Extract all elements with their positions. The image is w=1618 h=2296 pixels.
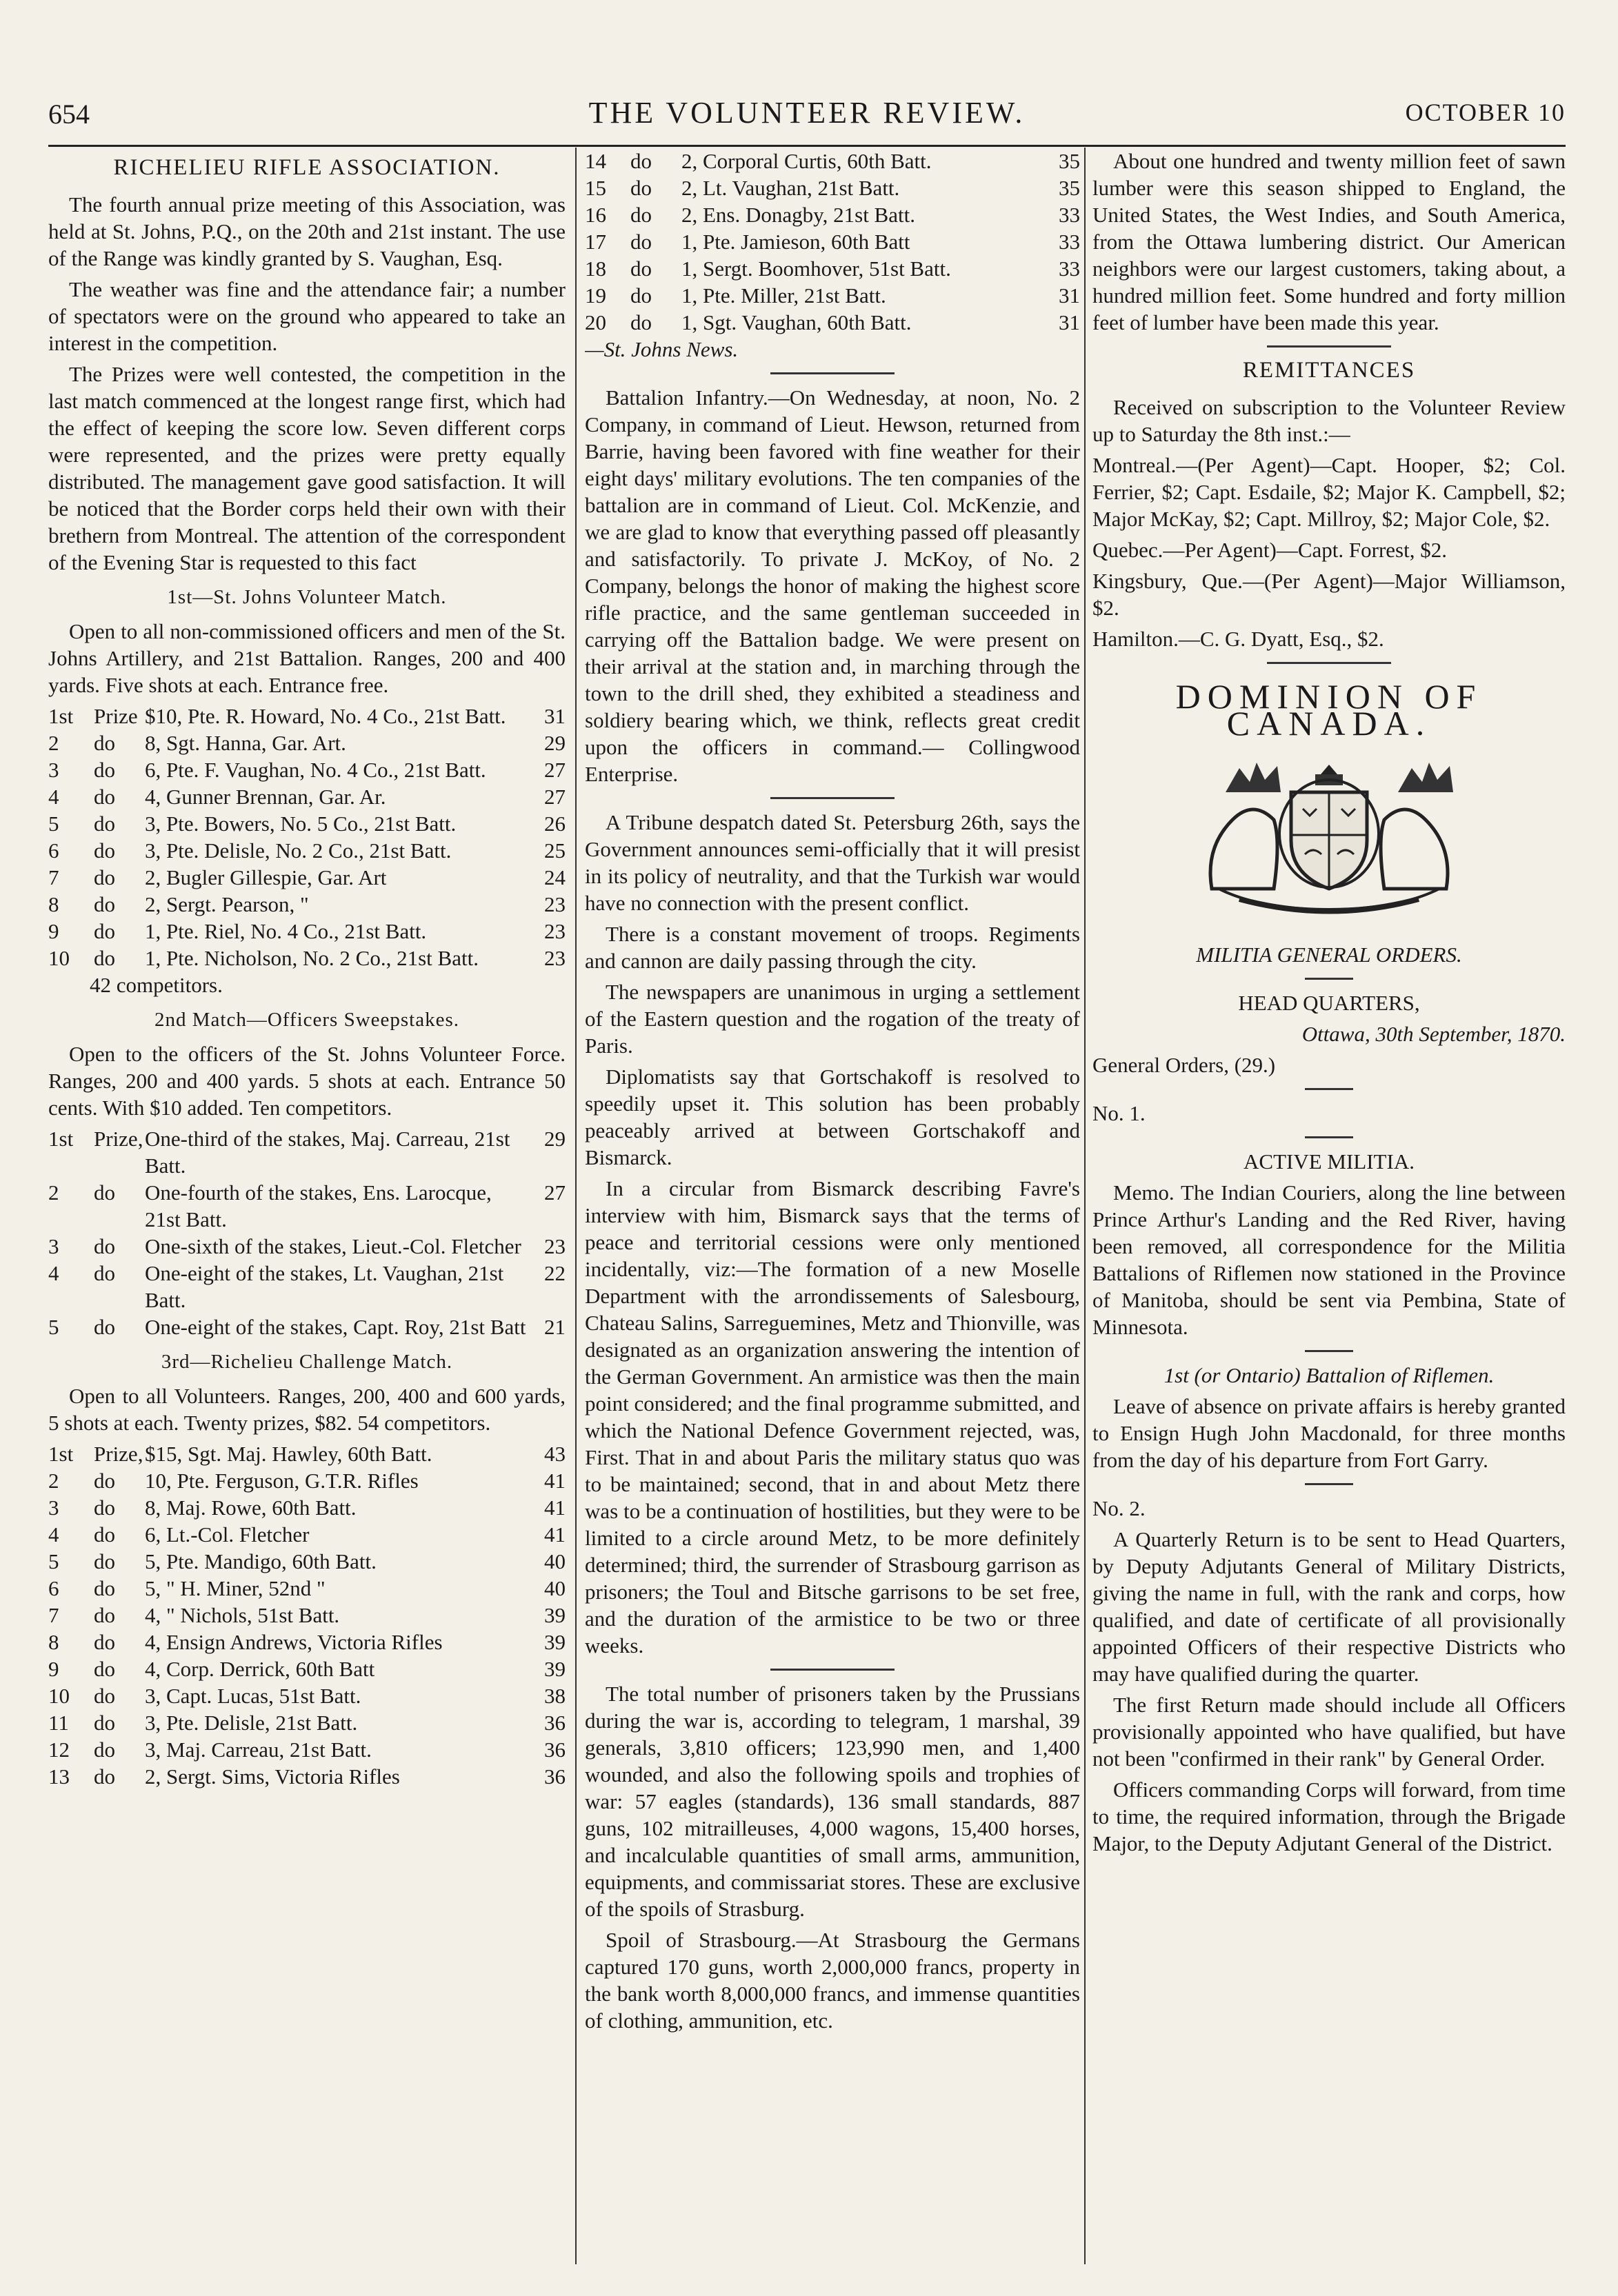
- prize-row: [585, 148, 1080, 174]
- prize-winner: 1, Sgt. Vaughan, 60th Batt.: [681, 310, 912, 334]
- prize-label: do: [630, 283, 652, 308]
- prize-row: [48, 756, 566, 783]
- battalion-heading: 1st (or Ontario) Battalion of Riflemen.: [1163, 1363, 1495, 1387]
- prize-score: 38: [544, 1684, 566, 1708]
- prize-winner: 4, Ensign Andrews, Victoria Rifles: [145, 1630, 443, 1654]
- prize-winner: 1, Pte. Miller, 21st Batt.: [681, 283, 886, 308]
- prize-score: 31: [1059, 310, 1080, 334]
- prize-rank: 4: [48, 1261, 59, 1285]
- paragraph: Received on subscription to the Volunteer Review up to Saturday the 8th inst.:—: [1092, 395, 1566, 446]
- prize-row: [48, 1709, 566, 1736]
- prize-label: do: [94, 892, 115, 916]
- order-number: No. 2.: [1092, 1496, 1146, 1520]
- prize-score: 29: [544, 731, 566, 755]
- prize-score: 27: [544, 758, 566, 782]
- prize-row: [48, 1629, 566, 1655]
- prize-label: do: [94, 1496, 115, 1520]
- prize-row: [48, 1548, 566, 1575]
- prize-label: do: [630, 256, 652, 281]
- prize-label: do: [94, 919, 115, 943]
- prize-row: [48, 1763, 566, 1790]
- prize-rank: 11: [48, 1711, 69, 1735]
- prize-rank: 12: [48, 1738, 70, 1762]
- prize-rank: 7: [48, 1603, 59, 1627]
- prize-label: do: [94, 1764, 115, 1789]
- prize-winner: One-eight of the stakes, Lt. Vaughan, 21st Batt.: [145, 1261, 504, 1312]
- prize-score: 23: [544, 892, 566, 916]
- prize-score: 23: [544, 919, 566, 943]
- prize-winner: $10, Pte. R. Howard, No. 4 Co., 21st Batt.: [145, 704, 506, 728]
- prize-winner: 2, Corporal Curtis, 60th Batt.: [681, 149, 932, 173]
- prize-winner: 4, Corp. Derrick, 60th Batt: [145, 1657, 375, 1681]
- paragraph: A Tribune despatch dated St. Petersburg 26th, says the Government announces semi-officially that it will presist in its policy of neutrality, and that the Turkish war would have no connection with the present conflict.: [585, 810, 1080, 915]
- prize-winner: $15, Sgt. Maj. Hawley, 60th Batt.: [145, 1442, 432, 1466]
- prize-label: do: [630, 149, 652, 173]
- prize-score: 40: [544, 1576, 566, 1600]
- prize-score: 41: [544, 1469, 566, 1493]
- prize-label: do: [94, 812, 115, 836]
- prize-label: do: [94, 1234, 115, 1258]
- prize-row: [48, 1602, 566, 1629]
- prize-label: do: [94, 1469, 115, 1493]
- prize-rank: 18: [585, 256, 606, 281]
- paragraph: The first Return made should include all Officers provisionally appointed who have qualified, but have not been "confirmed in their rank" by General Order.: [1092, 1693, 1566, 1771]
- prize-row: [48, 703, 566, 729]
- paragraph: The weather was fine and the attendance fair; a number of spectators were on the ground who appeared to take an interest in the competition.: [48, 277, 566, 355]
- prize-row: [48, 1179, 566, 1233]
- prize-label: Prize,: [94, 1127, 143, 1151]
- prize-rank: 4: [48, 785, 59, 809]
- paragraph: About one hundred and twenty million feet of sawn lumber were this season shipped to England, the United States, the West Indies, and South America, from the Ottawa lumbering district. Our American neighbors were our largest customers, taking about, a hundred million feet. Some hundred and forty million feet of lumber have been made this year.: [1092, 149, 1566, 334]
- issue-date: OCTOBER 10: [1405, 99, 1566, 126]
- prize-label: do: [630, 310, 652, 334]
- prize-score: 41: [544, 1496, 566, 1520]
- prize-rank: 6: [48, 838, 59, 863]
- prize-score: 22: [544, 1261, 566, 1285]
- prize-score: 27: [544, 785, 566, 809]
- prize-rank: 3: [48, 758, 59, 782]
- divider: [1305, 1088, 1353, 1090]
- headquarters: HEAD QUARTERS,: [1238, 991, 1420, 1015]
- divider: [1267, 345, 1391, 348]
- prize-score: 39: [544, 1630, 566, 1654]
- match-description: Open to all Volunteers. Ranges, 200, 400 and 600 yards, 5 shots at each. Twenty prizes, $82. 54 competitors.: [48, 1384, 566, 1435]
- prize-row: [585, 201, 1080, 228]
- divider: [770, 797, 895, 799]
- prize-label: do: [630, 230, 652, 254]
- prize-rank: 10: [48, 1684, 70, 1708]
- prize-winner: 3, Pte. Delisle, No. 2 Co., 21st Batt.: [145, 838, 452, 863]
- match-description: Open to the officers of the St. Johns Volunteer Force. Ranges, 200 and 400 yards. 5 shots at each. Entrance 50 cents. With $10 added. Ten competitors.: [48, 1042, 566, 1120]
- dominion-heading: DOMINION OF CANADA.: [1175, 677, 1483, 743]
- prize-rank: 5: [48, 812, 59, 836]
- divider: [1267, 662, 1391, 664]
- prize-list: [48, 1125, 566, 1340]
- prize-label: do: [94, 1711, 115, 1735]
- column-1: [48, 148, 566, 2264]
- prize-score: 23: [544, 946, 566, 970]
- prize-label: do: [94, 1261, 115, 1285]
- column-2: [585, 148, 1080, 2264]
- prize-winner: 6, Lt.-Col. Fletcher: [145, 1522, 310, 1547]
- prize-rank: 4: [48, 1522, 59, 1547]
- prize-row: [585, 282, 1080, 309]
- prize-rank: 13: [48, 1764, 70, 1789]
- prize-rank: 2: [48, 731, 59, 755]
- prize-score: 36: [544, 1738, 566, 1762]
- prize-label: do: [94, 1315, 115, 1339]
- prize-row: [48, 1440, 566, 1467]
- prize-row: [48, 1494, 566, 1521]
- prize-label: do: [630, 176, 652, 200]
- order-number: No. 1.: [1092, 1101, 1146, 1125]
- divider: [1305, 1136, 1353, 1138]
- prize-winner: 1, Pte. Nicholson, No. 2 Co., 21st Batt.: [145, 946, 479, 970]
- competitor-count: 42 competitors.: [90, 973, 223, 997]
- prize-winner: One-sixth of the stakes, Lieut.-Col. Fletcher: [145, 1234, 521, 1258]
- prize-label: Prize,: [94, 1442, 143, 1466]
- prize-row: [48, 891, 566, 918]
- prize-winner: 6, Pte. F. Vaughan, No. 4 Co., 21st Batt.: [145, 758, 486, 782]
- prize-label: do: [94, 1684, 115, 1708]
- prize-score: 33: [1059, 230, 1080, 254]
- paragraph: Spoil of Strasbourg.—At Strasbourg the Germans captured 170 guns, worth 2,000,000 francs, property in the bank worth 8,000,000 francs, and immense quantities of clothing, ammunition, etc.: [585, 1928, 1080, 2033]
- column-rule: [575, 148, 577, 2264]
- prize-rank: 17: [585, 230, 606, 254]
- prize-label: do: [630, 203, 652, 227]
- prize-label: do: [94, 1549, 115, 1573]
- paragraph: Battalion Infantry.—On Wednesday, at noon, No. 2 Company, in command of Lieut. Hewson, returned from Barrie, having been favored with fine weather for their eight days' military evolutions. The ten companies of the battalion are in command of Lieut. Col. McKenzie, and we are glad to know that everything passed off pleasantly and satisfactorily. To private J. McKoy, of No. 2 Company, belongs the honor of making the highest score rifle practice, and the same gentleman succeeded in carrying off the Battalion badge. We were present on their arrival at the station and, in marching through the town to the drill shed, they exhibited a steadiness and soldiery bearing which, we think, reflects great credit upon the officers in command.— Collingwood Enterprise.: [585, 385, 1080, 786]
- prize-winner: 1, Pte. Riel, No. 4 Co., 21st Batt.: [145, 919, 427, 943]
- general-orders-number: General Orders, (29.): [1092, 1053, 1276, 1077]
- prize-winner: 3, Capt. Lucas, 51st Batt.: [145, 1684, 361, 1708]
- prize-row: [48, 945, 566, 971]
- prize-score: 35: [1059, 176, 1080, 200]
- remittance-entry: Hamilton.—C. G. Dyatt, Esq., $2.: [1092, 627, 1384, 651]
- match-heading: 1st—St. Johns Volunteer Match.: [167, 586, 447, 608]
- prize-list: [48, 1440, 566, 1790]
- prize-winner: 8, Maj. Rowe, 60th Batt.: [145, 1496, 357, 1520]
- divider: [1305, 978, 1353, 980]
- divider: [770, 372, 895, 374]
- prize-rank: 5: [48, 1315, 59, 1339]
- prize-score: 25: [544, 838, 566, 863]
- prize-winner: 5, " H. Miner, 52nd ": [145, 1576, 326, 1600]
- prize-label: do: [94, 946, 115, 970]
- prize-rank: 3: [48, 1234, 59, 1258]
- remittance-entry: Montreal.—(Per Agent)—Capt. Hooper, $2; Col. Ferrier, $2; Capt. Esdaile, $2; Major K. Campbell, $2; Major McKay, $2; Capt. Millroy, $2; Major Cole, $2.: [1092, 453, 1566, 531]
- prize-row: [48, 1125, 566, 1179]
- article-title: RICHELIEU RIFLE ASSOCIATION.: [113, 155, 501, 180]
- prize-winner: 2, Ens. Donagby, 21st Batt.: [681, 203, 915, 227]
- prize-row: [48, 783, 566, 810]
- prize-label: do: [94, 838, 115, 863]
- prize-winner: One-third of the stakes, Maj. Carreau, 21st Batt.: [145, 1127, 510, 1178]
- prize-winner: 2, Bugler Gillespie, Gar. Art: [145, 865, 387, 889]
- prize-label: do: [94, 785, 115, 809]
- prize-rank: 2: [48, 1469, 59, 1493]
- column-rule: [1084, 148, 1086, 2264]
- prize-winner: 2, Lt. Vaughan, 21st Batt.: [681, 176, 900, 200]
- prize-rank: 3: [48, 1496, 59, 1520]
- prize-score: 39: [544, 1603, 566, 1627]
- prize-score: 35: [1059, 149, 1080, 173]
- prize-score: 31: [1059, 283, 1080, 308]
- prize-rank: 8: [48, 892, 59, 916]
- paragraph: A Quarterly Return is to be sent to Head Quarters, by Deputy Adjutants General of Military Districts, giving the name in full, with the rank and corps, how qualified, and date of certificate of all provisionally appointed Officers of their respective Districts who may have qualified during the quarter.: [1092, 1527, 1566, 1686]
- prize-label: do: [94, 1180, 115, 1205]
- prize-winner: 3, Pte. Bowers, No. 5 Co., 21st Batt.: [145, 812, 457, 836]
- prize-winner: 2, Sergt. Sims, Victoria Rifles: [145, 1764, 400, 1789]
- section-title: ACTIVE MILITIA.: [1244, 1149, 1415, 1174]
- prize-score: 41: [544, 1522, 566, 1547]
- prize-rank: 1st: [48, 1127, 74, 1151]
- prize-rank: 7: [48, 865, 59, 889]
- prize-row: [48, 810, 566, 837]
- prize-label: do: [94, 1657, 115, 1681]
- prize-winner: 4, Gunner Brennan, Gar. Ar.: [145, 785, 386, 809]
- prize-row: [48, 1575, 566, 1602]
- paragraph: Officers commanding Corps will forward, from time to time, the required information, through the Brigade Major, to the Deputy Adjutant General of the District.: [1092, 1778, 1566, 1855]
- prize-rank: 2: [48, 1180, 59, 1205]
- prize-score: 31: [544, 704, 566, 728]
- prize-winner: 4, " Nichols, 51st Batt.: [145, 1603, 340, 1627]
- prize-rank: 14: [585, 149, 606, 173]
- prize-winner: 8, Sgt. Hanna, Gar. Art.: [145, 731, 346, 755]
- prize-label: do: [94, 758, 115, 782]
- prize-row: [48, 1313, 566, 1340]
- prize-rank: 9: [48, 919, 59, 943]
- prize-score: 27: [544, 1180, 566, 1205]
- prize-row: [48, 1655, 566, 1682]
- prize-rank: 19: [585, 283, 606, 308]
- prize-row: [48, 918, 566, 945]
- prize-rank: 15: [585, 176, 606, 200]
- prize-row: [48, 1682, 566, 1709]
- prize-rank: 6: [48, 1576, 59, 1600]
- prize-row: [48, 1467, 566, 1494]
- paragraph: Leave of absence on private affairs is hereby granted to Ensign Hugh John Macdonald, for three months from the day of his departure from Fort Garry.: [1092, 1394, 1566, 1472]
- prize-score: 26: [544, 812, 566, 836]
- divider: [1305, 1350, 1353, 1352]
- page-number: 654: [48, 99, 90, 130]
- prize-list: [585, 148, 1080, 336]
- prize-row: [48, 1233, 566, 1260]
- prize-label: do: [94, 731, 115, 755]
- section-title: REMITTANCES: [1242, 358, 1416, 383]
- dateline: Ottawa, 30th September, 1870.: [1301, 1022, 1566, 1046]
- prize-rank: 20: [585, 310, 606, 334]
- prize-list: [48, 703, 566, 971]
- prize-winner: 1, Pte. Jamieson, 60th Batt: [681, 230, 910, 254]
- prize-row: [48, 729, 566, 756]
- prize-score: 29: [544, 1127, 566, 1151]
- prize-score: 33: [1059, 256, 1080, 281]
- prize-rank: 16: [585, 203, 606, 227]
- match-description: Open to all non-commissioned officers and men of the St. Johns Artillery, and 21st Battalion. Ranges, 200 and 400 yards. Five shots at each. Entrance free.: [48, 619, 566, 697]
- prize-winner: 3, Maj. Carreau, 21st Batt.: [145, 1738, 372, 1762]
- prize-score: 33: [1059, 203, 1080, 227]
- prize-row: [48, 837, 566, 864]
- prize-row: [585, 255, 1080, 282]
- prize-row: [585, 174, 1080, 201]
- paragraph: The fourth annual prize meeting of this Association, was held at St. Johns, P.Q., on the 20th and 21st instant. The use of the Range was kindly granted by S. Vaughan, Esq.: [48, 192, 566, 270]
- prize-row: [48, 1736, 566, 1763]
- royal-coat-of-arms-icon: [1177, 751, 1481, 923]
- prize-winner: One-eight of the stakes, Capt. Roy, 21st Batt: [145, 1315, 526, 1339]
- prize-score: 36: [544, 1764, 566, 1789]
- prize-winner: 2, Sergt. Pearson, ": [145, 892, 309, 916]
- prize-score: 36: [544, 1711, 566, 1735]
- masthead: THE VOLUNTEER REVIEW.: [588, 96, 1026, 130]
- prize-score: 43: [544, 1442, 566, 1466]
- source-credit: —St. Johns News.: [585, 337, 739, 361]
- prize-score: 24: [544, 865, 566, 889]
- prize-label: do: [94, 1603, 115, 1627]
- prize-label: Prize: [94, 704, 138, 728]
- prize-row: [48, 864, 566, 891]
- prize-row: [585, 228, 1080, 255]
- paragraph: The Prizes were well contested, the competition in the last match commenced at the longest range first, which had the effect of keeping the score low. Seven different corps were represented, and the prizes were pretty equally distributed. The management gave good satisfaction. It will be noticed that the Border corps held their own with their brethern from Montreal. The attention of the correspondent of the Evening Star is requested to this fact: [48, 362, 566, 574]
- column-3: [1092, 148, 1566, 2264]
- prize-winner: 3, Pte. Delisle, 21st Batt.: [145, 1711, 358, 1735]
- paragraph: Diplomatists say that Gortschakoff is resolved to speedily upset it. This solution has been probably peaceably arrived at between Gortschakoff and Bismarck.: [585, 1065, 1080, 1169]
- prize-row: [48, 1260, 566, 1313]
- paragraph: The total number of prisoners taken by the Prussians during the war is, according to telegram, 1 marshal, 39 generals, 3,810 officers; 123,990 men, and 1,400 wounded, and also the following spoils and trophies of war: 57 eagles (standards), 136 small standards, 887 guns, 102 mitrailleuses, 4,000 wagons, 15,400 horses, and incalculable quantities of small arms, ammunition, equipments, and commissariat stores. These are exclusive of the spoils of Strasburg.: [585, 1682, 1080, 1921]
- prize-score: 40: [544, 1549, 566, 1573]
- paragraph: In a circular from Bismarck describing Favre's interview with him, Bismarck says that the terms of peace and territorial cessions were only mentioned incidentally, viz:—The formation of a new Moselle Department with the arrondissements of Salesbourg, Chateau Salins, Sarreguemines, Metz and Thionville, was designated as an organization answering the intention of the German Government. An armistice was then the main point considered; and the final programme submitted, and which the National Defence Government rejected, was, First. That in and about Paris the military status quo was to be maintained; second, that in and about Metz there was to be a continuation of hostilities, but they were to be limited to a circle around Metz, to be more definitely determined; third, the surrender of Strasbourg garrison as prisoners; the Toul and Bitsche garrisons to be set free, and the duration of the armistice to be two or three weeks.: [585, 1176, 1080, 1658]
- prize-label: do: [94, 1522, 115, 1547]
- prize-rank: 1st: [48, 1442, 74, 1466]
- divider: [1305, 1483, 1353, 1485]
- prize-rank: 1st: [48, 704, 74, 728]
- paragraph: Memo. The Indian Couriers, along the line between Prince Arthur's Landing and the Red River, having been removed, all correspondence for the Militia Battalions of Riflemen now stationed in the Province of Manitoba, should be sent via Pembina, State of Minnesota.: [1092, 1180, 1566, 1339]
- match-heading: 3rd—Richelieu Challenge Match.: [161, 1351, 453, 1373]
- prize-rank: 8: [48, 1630, 59, 1654]
- paragraph: The newspapers are unanimous in urging a settlement of the Eastern question and the rogation of the treaty of Paris.: [585, 980, 1080, 1058]
- prize-label: do: [94, 1576, 115, 1600]
- prize-score: 23: [544, 1234, 566, 1258]
- prize-score: 21: [544, 1315, 566, 1339]
- prize-rank: 10: [48, 946, 70, 970]
- prize-winner: 5, Pte. Mandigo, 60th Batt.: [145, 1549, 377, 1573]
- remittance-entry: Quebec.—Per Agent)—Capt. Forrest, $2.: [1092, 538, 1447, 562]
- prize-score: 39: [544, 1657, 566, 1681]
- prize-row: [585, 309, 1080, 336]
- divider: [770, 1669, 895, 1671]
- prize-row: [48, 1521, 566, 1548]
- prize-winner: 10, Pte. Ferguson, G.T.R. Rifles: [145, 1469, 419, 1493]
- remittance-entry: Kingsbury, Que.—(Per Agent)—Major Williamson, $2.: [1092, 569, 1566, 620]
- paragraph: There is a constant movement of troops. Regiments and cannon are daily passing through the city.: [585, 922, 1080, 973]
- page-header: [48, 90, 1566, 147]
- prize-winner: 1, Sergt. Boomhover, 51st Batt.: [681, 256, 951, 281]
- prize-label: do: [94, 1630, 115, 1654]
- section-title: MILITIA GENERAL ORDERS.: [1196, 943, 1462, 967]
- prize-label: do: [94, 865, 115, 889]
- match-heading: 2nd Match—Officers Sweepstakes.: [154, 1009, 459, 1031]
- prize-rank: 5: [48, 1549, 59, 1573]
- prize-rank: 9: [48, 1657, 59, 1681]
- prize-label: do: [94, 1738, 115, 1762]
- prize-winner: One-fourth of the stakes, Ens. Larocque, 21st Batt.: [145, 1180, 492, 1231]
